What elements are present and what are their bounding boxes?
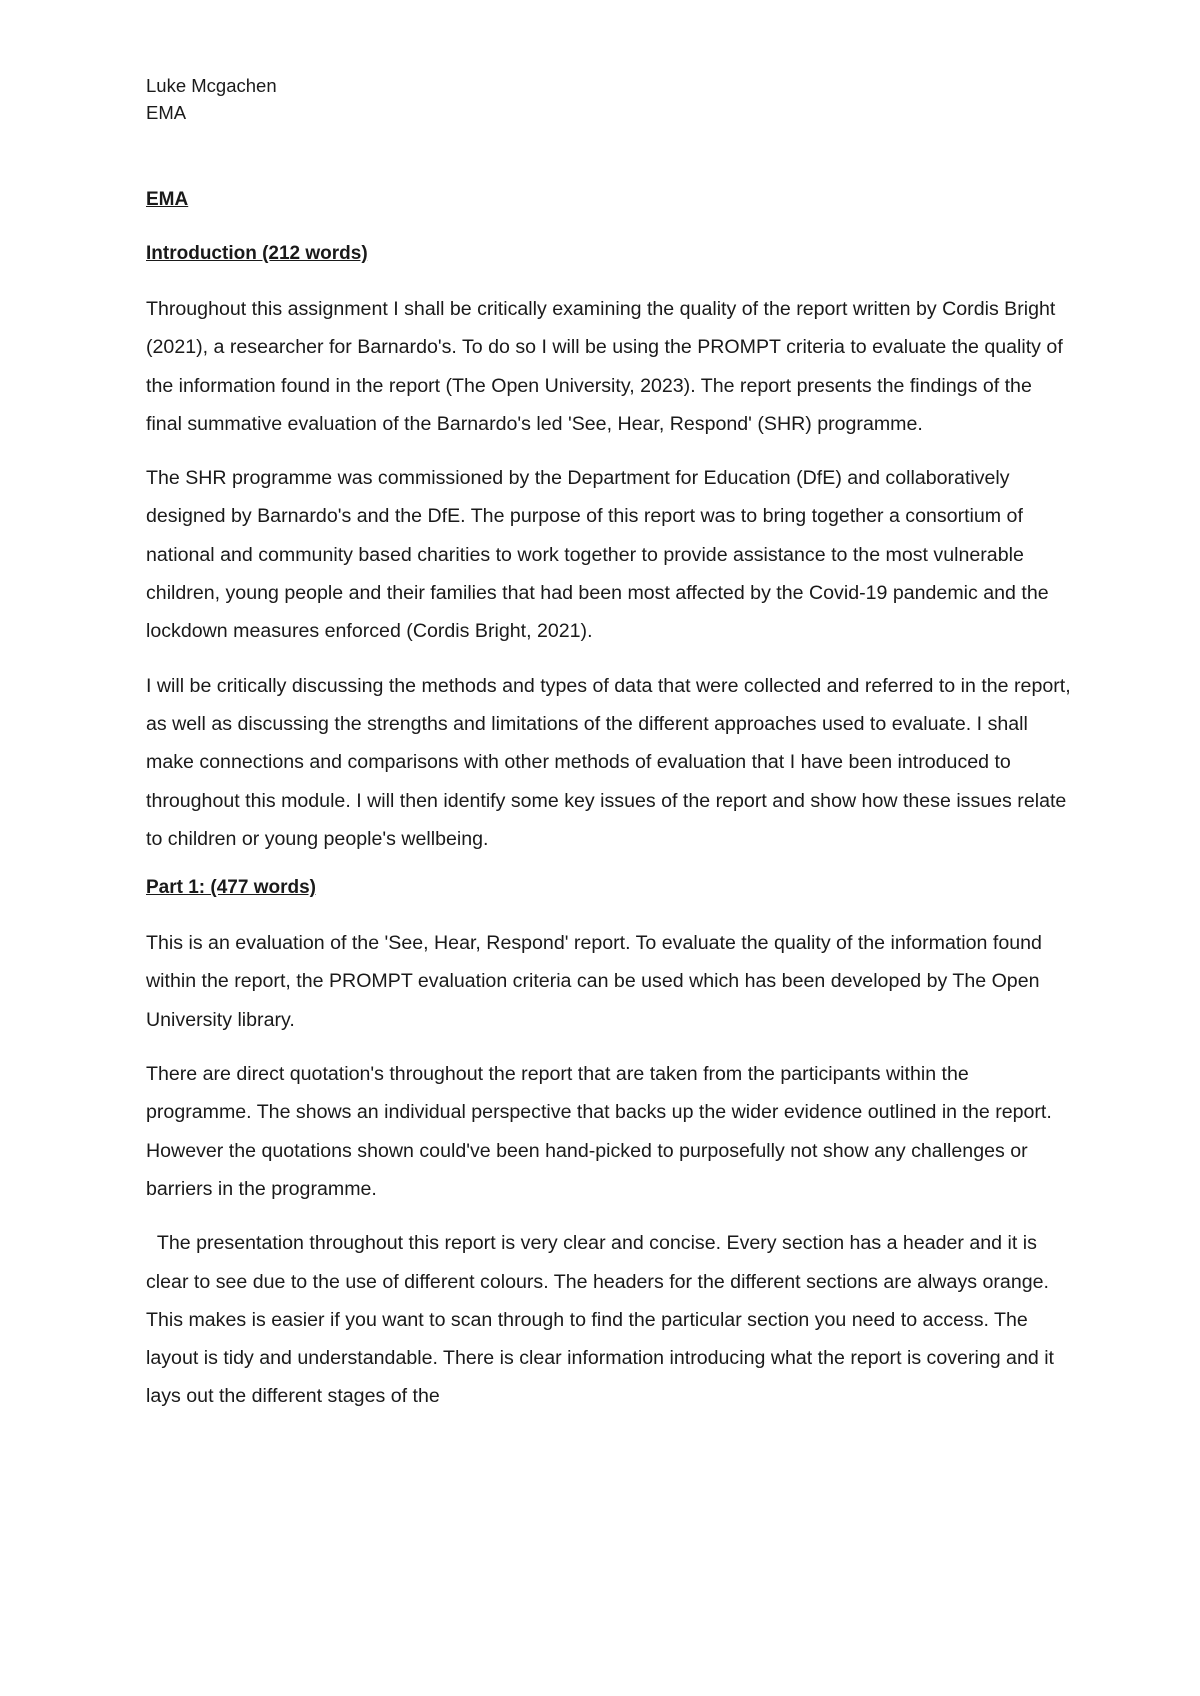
- section-heading-part-1: Part 1: (477 words): [146, 877, 316, 899]
- part1-paragraph-2: There are direct quotation's throughout the report that are taken from the participants within the programme. The shows an individual perspective that backs up the wider evidence outlined in the report. However the quotations shown could've been hand-picked to purposefully not show any challenges or barriers in the programme.: [146, 1063, 1052, 1200]
- section-heading-introduction: Introduction (212 words): [146, 243, 368, 264]
- introduction-paragraph-1: Throughout this assignment I shall be critically examining the quality of the report written by Cordis Bright (2021), a researcher for Barnardo's. To do so I will be using the PROMPT criteria to evaluate the quality of the information found in the report (The Open University, 2023). The report presents the findings of the final summative evaluation of the Barnardo's led 'See, Hear, Respond' (SHR) programme.: [146, 298, 1063, 435]
- introduction-paragraph-3: I will be critically discussing the methods and types of data that were collected and referred to in the report, as well as discussing the strengths and limitations of the different approaches used to evaluate. I shall make connections and comparisons with other methods of evaluation that I have been introduced to throughout this module. I will then identify some key issues of the report and show how these issues relate to children or young people's wellbeing.: [146, 674, 1071, 850]
- introduction-paragraph-2: The SHR programme was commissioned by the Department for Education (DfE) and collaboratively designed by Barnardo's and the DfE. The purpose of this report was to bring together a consortium of national and community based charities to work together to provide assistance to the most vulnerable children, young people and their families that had been most affected by the Covid-19 pandemic and the lockdown measures enforced (Cordis Bright, 2021).: [146, 467, 1049, 643]
- document-header: [146, 72, 1072, 126]
- header-label: EMA: [146, 102, 187, 123]
- document-title: EMA: [146, 189, 189, 210]
- part1-paragraph-3: The presentation throughout this report is very clear and concise. Every section has a header and it is clear to see due to the use of different colours. The headers for the different sections are always orange. This makes is easier if you want to scan through to find the particular section you need to access. The layout is tidy and understandable. There is clear information introducing what the report is covering and it lays out the different stages of the: [146, 1232, 1060, 1408]
- author-name: Luke Mcgachen: [146, 75, 277, 96]
- part1-paragraph-1: This is an evaluation of the 'See, Hear, Respond' report. To evaluate the quality of the information found within the report, the PROMPT evaluation criteria can be used which has been developed by The Open University library.: [146, 932, 1042, 1031]
